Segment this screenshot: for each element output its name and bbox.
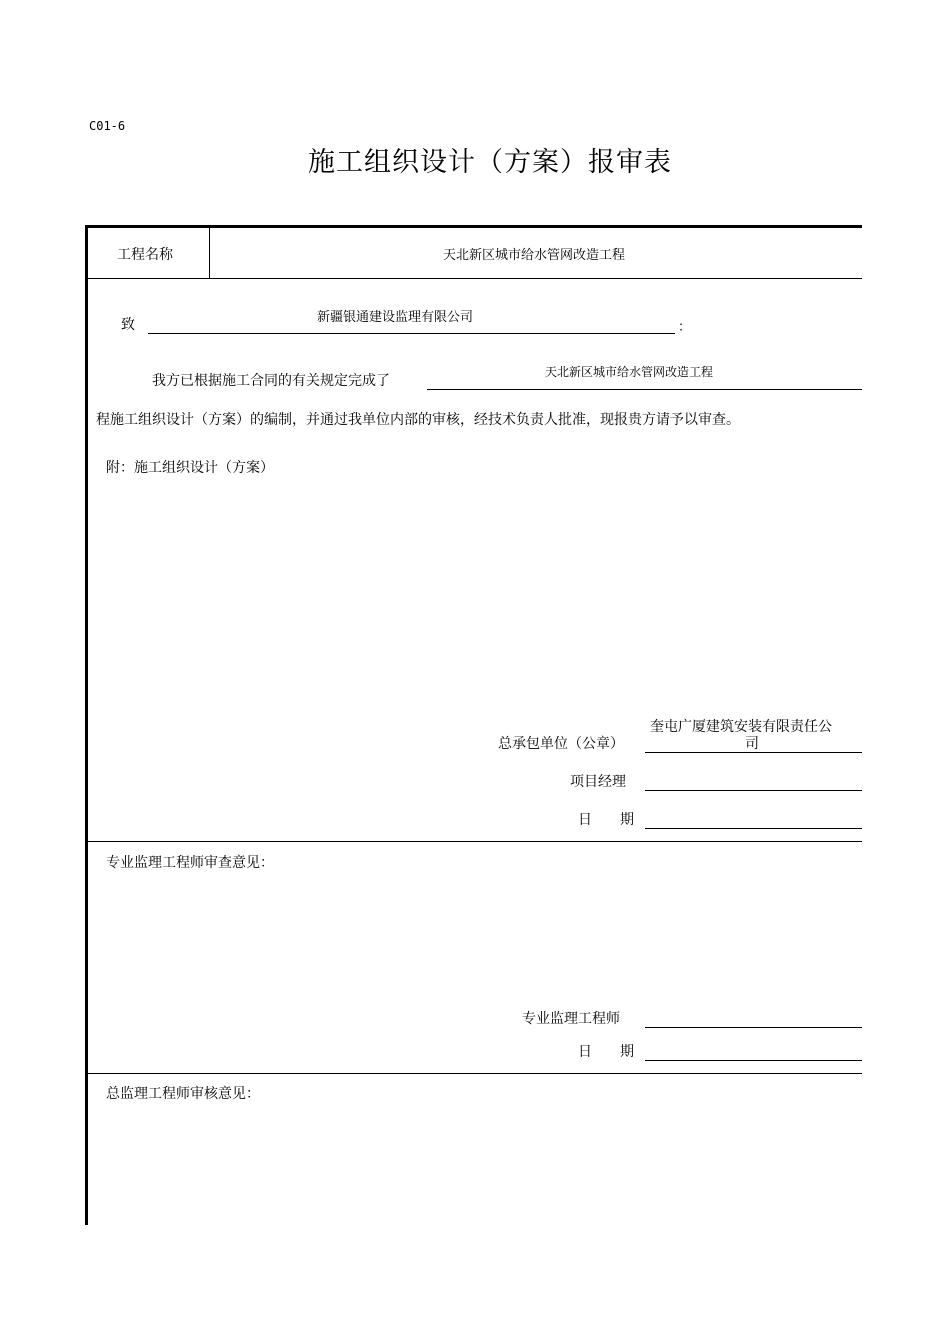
row-divider [88, 1073, 862, 1074]
project-label-divider [209, 228, 210, 278]
engineer-date-label: 日 期 [578, 1044, 634, 1060]
engineer-date-underline[interactable] [645, 1060, 862, 1061]
statement-line1-prefix: 我方已根据施工合同的有关规定完成了 [152, 373, 390, 389]
engineer-review-heading: 专业监理工程师审查意见： [106, 855, 274, 871]
engineer-sign-underline[interactable] [645, 1027, 862, 1028]
table-left-border [85, 225, 88, 1225]
project-manager-label: 项目经理 [570, 774, 626, 790]
addressee-underline [148, 333, 675, 334]
chief-review-heading: 总监理工程师审核意见： [106, 1086, 260, 1102]
form-code: C01-6 [89, 119, 126, 133]
page-title: 施工组织设计（方案）报审表 [308, 147, 672, 178]
statement-project-value: 天北新区城市给水管网改造工程 [545, 365, 714, 379]
engineer-sign-label: 专业监理工程师 [522, 1011, 620, 1027]
contractor-date-label: 日 期 [578, 812, 634, 828]
attachment-text: 附：施工组织设计（方案） [106, 460, 274, 476]
table-top-border [85, 225, 862, 228]
statement-underline [427, 389, 862, 390]
row-divider [88, 841, 862, 842]
contractor-unit-label: 总承包单位（公章） [498, 736, 624, 752]
addressee-prefix: 致 [121, 317, 135, 333]
project-name-value: 天北新区城市给水管网改造工程 [443, 248, 626, 263]
contractor-unit-underline [645, 752, 862, 753]
contractor-unit-value-line2: 司 [745, 736, 759, 752]
addressee-value: 新疆银通建设监理有限公司 [317, 310, 474, 325]
project-manager-underline[interactable] [645, 790, 862, 791]
statement-line2: 程施工组织设计（方案）的编制，并通过我单位内部的审核，经技术负责人批准，现报贵方请予以审查。 [96, 412, 740, 428]
project-name-label: 工程名称 [117, 247, 173, 263]
contractor-date-underline[interactable] [645, 828, 862, 829]
row-divider [88, 278, 862, 279]
contractor-unit-value-line1: 奎屯广厦建筑安装有限责任公 [650, 719, 832, 735]
addressee-suffix: ： [678, 320, 692, 335]
